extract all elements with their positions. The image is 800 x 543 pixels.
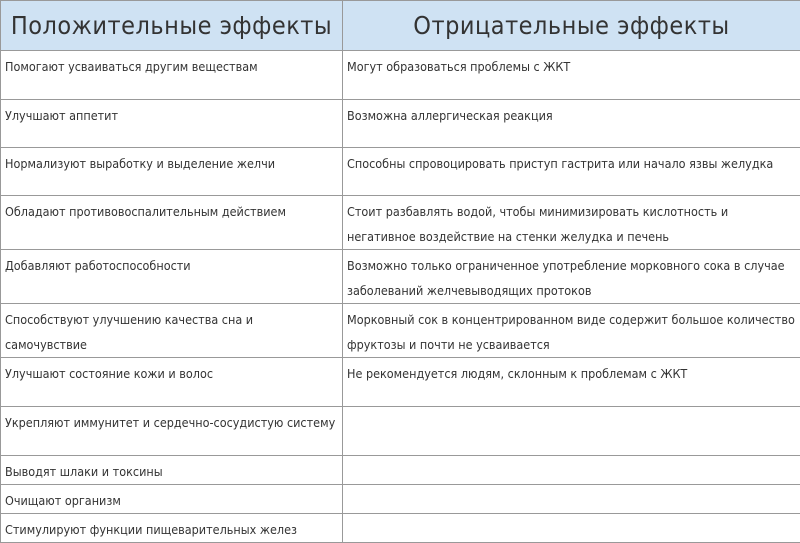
negative-effect-cell: Морковный сок в концентрированном виде содержит большое количество фруктозы и почти не усваивается [343,304,800,358]
table-row [1,196,800,250]
table-row [1,358,800,407]
table-row [1,407,800,456]
header-row [1,1,800,51]
header-positive-effects: Положительные эффекты [1,1,343,51]
negative-effect-cell [343,407,800,456]
positive-effect-cell: Стимулируют функции пищеварительных желез [1,514,343,543]
positive-effect-cell: Помогают усваиваться другим веществам [1,51,343,100]
negative-effect-cell: Стоит разбавлять водой, чтобы минимизировать кислотность и негативное воздействие на стенки желудка и печень [343,196,800,250]
table-row [1,148,800,196]
table-row [1,250,800,304]
table-header [1,1,800,51]
negative-effect-cell: Не рекомендуется людям, склонным к проблемам с ЖКТ [343,358,800,407]
negative-effect-cell [343,456,800,485]
positive-effect-cell: Укрепляют иммунитет и сердечно-сосудистую систему [1,407,343,456]
positive-effect-cell: Выводят шлаки и токсины [1,456,343,485]
table-row [1,514,800,543]
table-row [1,485,800,514]
table-row [1,51,800,100]
table-row [1,456,800,485]
negative-effect-cell: Возможна аллергическая реакция [343,100,800,148]
positive-effect-cell: Улучшают аппетит [1,100,343,148]
positive-effect-cell: Улучшают состояние кожи и волос [1,358,343,407]
table-row [1,304,800,358]
negative-effect-cell: Способны спровоцировать приступ гастрита или начало язвы желудка [343,148,800,196]
positive-effect-cell: Очищают организм [1,485,343,514]
negative-effect-cell [343,485,800,514]
positive-effect-cell: Способствуют улучшению качества сна и самочувствие [1,304,343,358]
positive-effect-cell: Обладают противовоспалительным действием [1,196,343,250]
positive-effect-cell: Добавляют работоспособности [1,250,343,304]
table-body [1,51,800,543]
negative-effect-cell [343,514,800,543]
negative-effect-cell: Возможно только ограниченное употребление морковного сока в случае заболеваний желчевыводящих протоков [343,250,800,304]
table-row [1,100,800,148]
positive-effect-cell: Нормализуют выработку и выделение желчи [1,148,343,196]
header-negative-effects: Отрицательные эффекты [343,1,800,51]
negative-effect-cell: Могут образоваться проблемы с ЖКТ [343,51,800,100]
